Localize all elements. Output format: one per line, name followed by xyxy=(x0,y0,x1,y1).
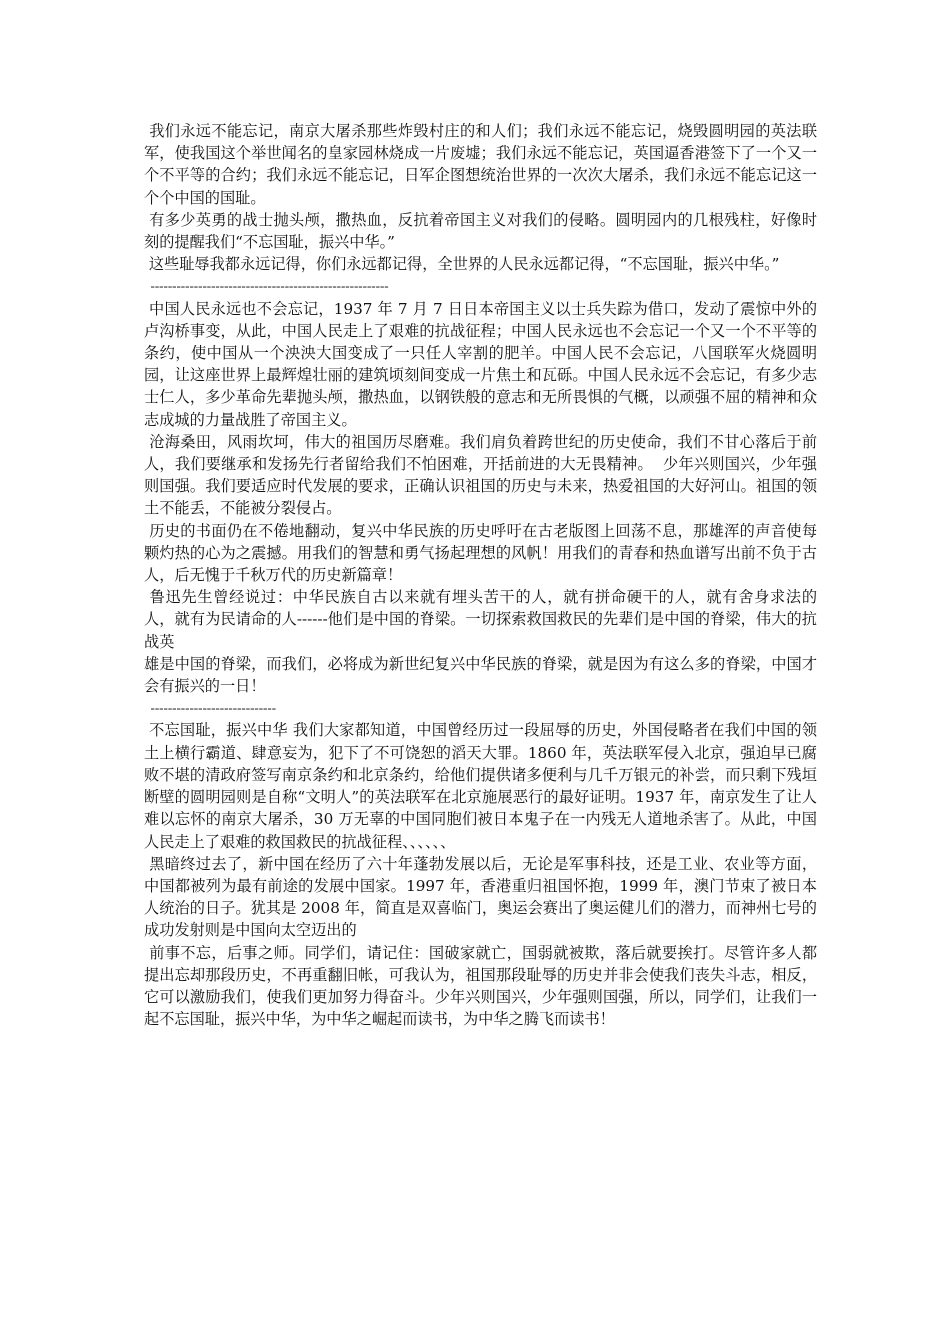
paragraph-4: 中国人民永远也不会忘记，1937 年 7 月 7 日日本帝国主义以士兵失踪为借口，发动了震惊中外的卢沟桥事变，从此，中国人民走上了艰难的抗战征程；中国人民永远也不会忘记一个又一个不平等的条约，使中国从一个泱泱大国变成了一只任人宰割的肥羊。中国人民不会忘记，八国联军火烧圆明园，让这座世界上最辉煌壮丽的建筑顷刻间变成一片焦土和瓦砾。中国人民永远不会忘记，有多少志士仁人，多少革命先辈抛头颅，撒热血，以钢铁般的意志和无所畏惧的气概，以顽强不屈的精神和众志成城的力量战胜了帝国主义。 xyxy=(144,299,818,429)
paragraph-8: 雄是中国的脊梁，而我们，必将成为新世纪复兴中华民族的脊梁，就是因为有这么多的脊梁，中国才会有振兴的一日！ xyxy=(144,654,817,696)
document-body xyxy=(144,120,817,1030)
paragraph-1: 我们永远不能忘记，南京大屠杀那些炸毁村庄的和人们；我们永远不能忘记，烧毁圆明园的英法联军，使我国这个举世闻名的皇家园林烧成一片废墟；我们永远不能忘记，英国逼香港签下了一个又一个不平等的合约；我们永远不能忘记，日军企图想统治世界的一次次大屠杀，我们永远不能忘记这一个个中国的国耻。 xyxy=(144,122,818,207)
paragraph-2: 有多少英勇的战士抛头颅，撒热血，反抗着帝国主义对我们的侵略。圆明园内的几根残柱，好像时刻的提醒我们“不忘国耻，振兴中华。” xyxy=(144,210,818,252)
paragraph-9: 不忘国耻，振兴中华 我们大家都知道，中国曾经历过一段屈辱的历史，外国侵略者在我们中国的领土上横行霸道、肆意妄为，犯下了不可饶恕的滔天大罪。1860 年，英法联军侵入北京，强迫早已腐败不堪的清政府签写南京条约和北京条约，给他们提供诸多便利与几千万银元的补尝，而只剩下残垣断壁的圆明园则是自称“文明人”的英法联军在北京施展恶行的最好证明。1937 年，南京发生了让人难以忘怀的南京大屠杀，30 万无辜的中国同胞们被日本鬼子在一内残无人道地杀害了。从此，中国人民走上了艰难的救国救民的抗战征程、、、、、、 xyxy=(144,721,818,851)
separator-line-2: ----------------------------- xyxy=(144,700,277,716)
paragraph-10: 黑暗终过去了，新中国在经历了六十年蓬勃发展以后，无论是军事科技，还是工业、农业等方面，中国都被列为最有前途的发展中国家。1997 年，香港重归祖国怀抱，1999 年，澳门节束了被日本人统治的日子。犹其是 2008 年，简直是双喜临门，奥运会赛出了奥运健儿们的潜力，而神州七号的成功发射则是中国向太空迈出的 xyxy=(144,854,818,940)
paragraph-3: 这些耻辱我都永远记得，你们永远都记得，全世界的人民永远都记得，“不忘国耻，振兴中华。” xyxy=(144,255,780,274)
paragraph-5: 沧海桑田，风雨坎坷，伟大的祖国历尽磨难。我们肩负着跨世纪的历史使命，我们不甘心落后于前人，我们要继承和发扬先行者留给我们不怕困难，开括前进的大无畏精神。 少年兴则国兴，少年强则国强。我们要适应时代发展的要求，正确认识祖国的历史与未来，热爱祖国的大好河山。祖国的领土不能丢，不能被分裂侵占。 xyxy=(144,432,818,518)
paragraph-7: 鲁迅先生曾经说过：中华民族自古以来就有埋头苦干的人，就有拼命硬干的人，就有舍身求法的人，就有为民请命的人------他们是中国的脊梁。一切探索救国救民的先辈们是中国的脊梁，伟大的抗战英 xyxy=(144,588,818,651)
separator-line-1: ------------------------------------------------------- xyxy=(144,278,389,294)
paragraph-11: 前事不忘，后事之师。同学们，请记住：国破家就亡，国弱就被欺，落后就要挨打。尽管许多人都提出忘却那段历史，不再重翻旧帐，可我认为，祖国那段耻辱的历史并非会使我们丧失斗志，相反，它可以激励我们，使我们更加努力得奋斗。少年兴则国兴，少年强则国强，所以，同学们，让我们一起不忘国耻，振兴中华，为中华之崛起而读书，为中华之腾飞而读书！ xyxy=(144,943,818,1029)
paragraph-6: 历史的书面仍在不倦地翻动，复兴中华民族的历史呼吁在古老版图上回荡不息，那雄浑的声音使每颗灼热的心为之震撼。用我们的智慧和勇气扬起理想的风帆！用我们的青春和热血谱写出前不负于古人，后无愧于千秋万代的历史新篇章！ xyxy=(144,521,818,585)
